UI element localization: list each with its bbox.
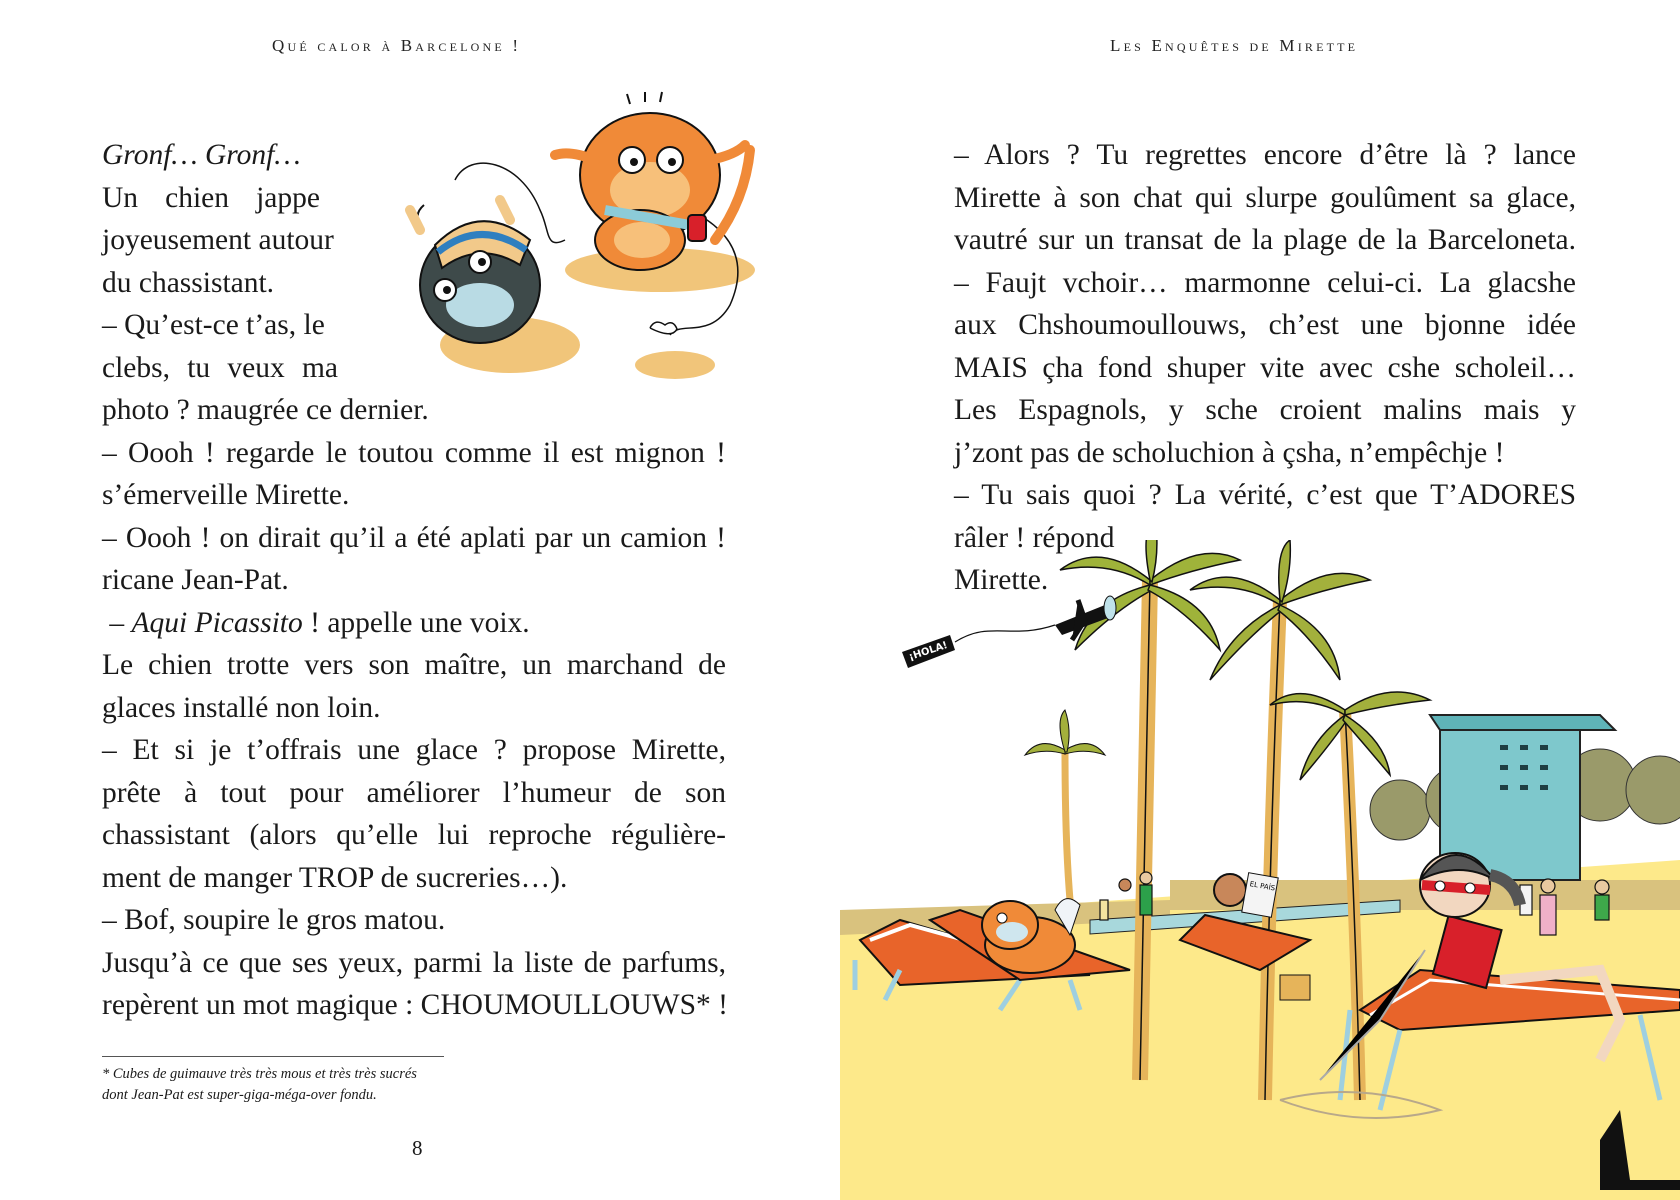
italic-phrase: Aqui Picassito bbox=[131, 606, 303, 639]
text-line: – Tu sais quoi ? La vérité, c’est que T’ADORES bbox=[954, 479, 1576, 511]
tiger-cat-icon bbox=[555, 92, 750, 270]
text-line: Mirette à son chat qui slurpe goulûment sa glace, bbox=[954, 181, 1576, 214]
text-line: Jusqu’à ce que ses yeux, parmi la liste de parfums, bbox=[102, 946, 726, 979]
marshmallow-icon bbox=[650, 322, 677, 334]
text-line: Un chien jappe bbox=[102, 181, 320, 214]
text-line: photo ? maugrée ce dernier. bbox=[102, 394, 429, 426]
text-line: – Oooh ! on dirait qu’il a été aplati par un camion ! bbox=[102, 521, 726, 554]
text-line: râler ! répond bbox=[954, 521, 1115, 554]
beach-illustration bbox=[840, 540, 1680, 1200]
footnote bbox=[102, 1064, 462, 1106]
text-line: glaces installé non loin. bbox=[102, 691, 381, 724]
picnic-basket-icon bbox=[1280, 975, 1310, 1000]
text-line: j’zont pas de scholuchion à çsha, n’empêchje ! bbox=[954, 436, 1505, 469]
footnote-line: * Cubes de guimauve très très mous et très très sucrés bbox=[102, 1066, 417, 1082]
right-body-text bbox=[954, 134, 1576, 602]
text-suffix: ! appelle une voix. bbox=[302, 606, 530, 639]
text-line: – Et si je t’offrais une glace ? propose Mirette, bbox=[102, 734, 726, 766]
text-line: aux Chshoumoullouws, ch’est une bjonne idée bbox=[954, 309, 1576, 341]
text-line: clebs, tu veux ma bbox=[102, 351, 338, 384]
footnote-rule bbox=[102, 1056, 444, 1057]
sand-shadow-icon bbox=[635, 351, 715, 379]
dash: – bbox=[102, 606, 132, 639]
text-line: Les Espagnols, y sche croient malins mais y bbox=[954, 394, 1576, 426]
text-line: repèrent un mot magique : CHOUMOULLOUWS* ! bbox=[102, 989, 728, 1021]
text-line: MAIS çha fond shuper vite avec cshe scholeil… bbox=[954, 351, 1576, 384]
text-line: – Bof, soupire le gros matou. bbox=[102, 904, 446, 936]
text-line: Mirette. bbox=[954, 564, 1049, 596]
text-line: vautré sur un transat de la plage de la Barceloneta. bbox=[954, 224, 1576, 256]
text-line: s’émerveille Mirette. bbox=[102, 479, 350, 511]
running-head-left: Qué calor à Barcelone ! bbox=[272, 36, 522, 55]
text-line: Le chien trotte vers son maître, un marchand de bbox=[102, 649, 726, 681]
right-page bbox=[840, 0, 1680, 1200]
text-line: Gronf… Gronf… bbox=[102, 139, 301, 171]
running-head-right: Les Enquêtes de Mirette bbox=[1110, 36, 1359, 55]
text-line: – Qu’est-ce t’as, le bbox=[102, 309, 325, 341]
newspaper-text: EL PAÍS bbox=[1249, 880, 1276, 893]
text-line-mixed bbox=[102, 602, 726, 645]
pug-and-cat-illustration bbox=[370, 90, 790, 390]
text-line: prête à tout pour améliorer l’humeur de son bbox=[102, 776, 726, 809]
text-line: – Alors ? Tu regrettes encore d’être là ? lance bbox=[954, 139, 1576, 171]
palm-tree-icon bbox=[1025, 710, 1105, 900]
text-line: chassistant (alors qu’elle lui reproche régulière- bbox=[102, 819, 726, 851]
text-line: – Faujt vchoir… marmonne celui-ci. La glacshe bbox=[954, 266, 1576, 299]
pug-icon bbox=[410, 200, 540, 343]
text-line: joyeusement autour bbox=[102, 224, 334, 256]
text-line: du chassistant. bbox=[102, 266, 275, 299]
text-line: ment de manger TROP de sucreries…). bbox=[102, 861, 568, 894]
page-number: 8 bbox=[412, 1136, 423, 1160]
hola-banner-text: ¡HOLA! bbox=[907, 639, 950, 663]
satchel-icon bbox=[688, 215, 706, 241]
text-line: ricane Jean-Pat. bbox=[102, 564, 289, 596]
text-line: – Oooh ! regarde le toutou comme il est mignon ! bbox=[102, 436, 726, 469]
footnote-line: dont Jean-Pat est super-giga-méga-over fondu. bbox=[102, 1087, 377, 1103]
